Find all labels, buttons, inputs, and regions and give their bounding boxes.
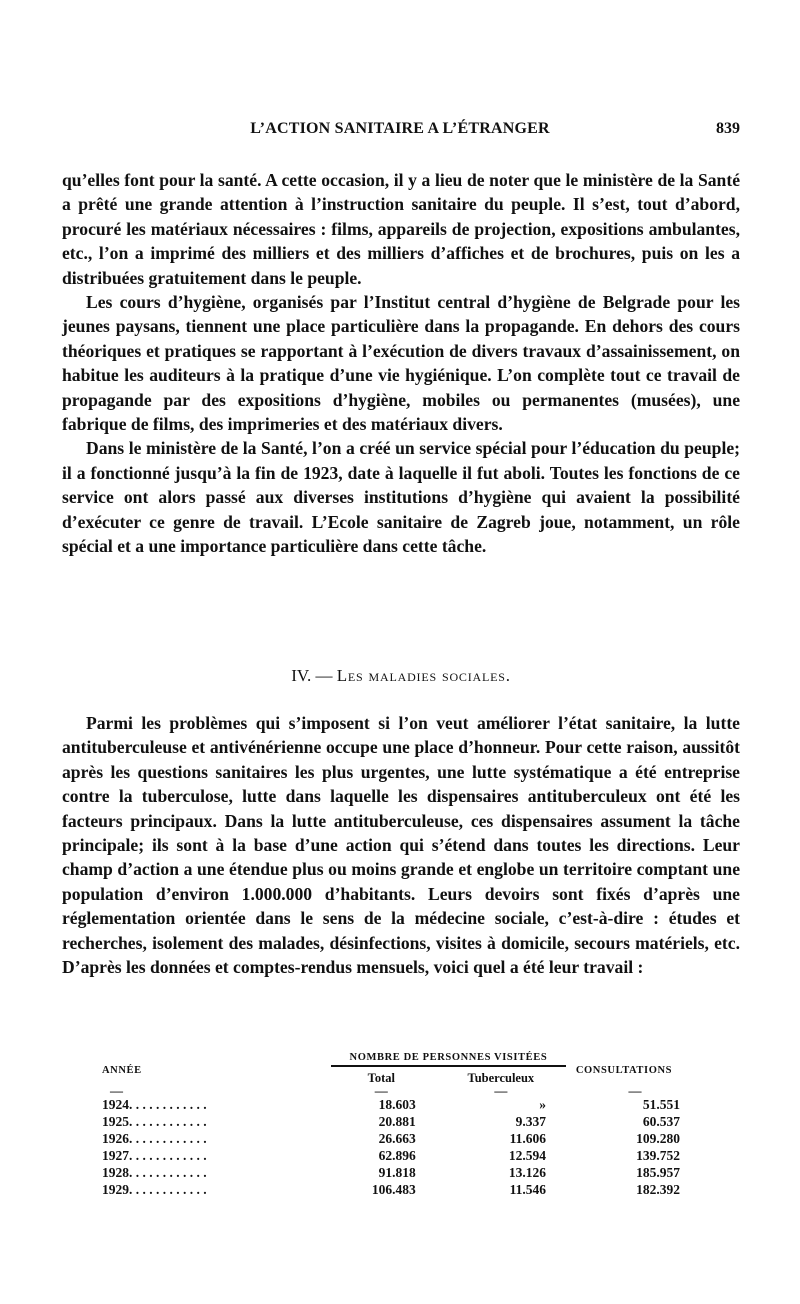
cell-tub: 11.606 (509, 1131, 546, 1146)
cell-consult: 182.392 (636, 1182, 680, 1197)
table-row: 1926. . . . . . . . . . . . 26.663 11.606 109.280 (102, 1130, 702, 1147)
section-dash: — (315, 666, 333, 685)
cell-tub: » (539, 1097, 546, 1112)
dash-tub: — (494, 1083, 508, 1098)
cell-year: 1925 (102, 1114, 129, 1129)
cell-total: 20.881 (378, 1114, 416, 1129)
dash-year: — (110, 1083, 123, 1098)
cell-consult: 51.551 (642, 1097, 680, 1112)
header-brace (331, 1065, 566, 1067)
cell-tub: 13.126 (508, 1165, 546, 1180)
table-row: 1929. . . . . . . . . . . . 106.483 11.546 182.392 (102, 1181, 702, 1198)
paragraph-hygiene-courses: Les cours d’hygiène, organisés par l’Institut central d’hygiène de Belgrade pour les jeunes paysans, tiennent une place particulière dans la propagande. En dehors des cours théoriques et pratiques se rapportant à l’exécution de divers travaux d’assainissement, on habitue les auditeurs à la pratique d’une vie hygiénique. L’on complète tout ce travail de propagande par des expositions d’hygiène, mobiles ou permanentes (musées), une fabrique de films, des imprimeries et des matériaux divers. (62, 292, 740, 435)
cell-year: 1924 (102, 1097, 129, 1112)
section-numeral: IV. (291, 666, 312, 685)
header-year: ANNÉE (102, 1065, 142, 1076)
header-consultations: CONSULTATIONS (575, 1065, 673, 1076)
cell-total: 62.896 (378, 1148, 416, 1163)
table-row: 1925. . . . . . . . . . . . 20.881 9.337 60.537 (102, 1113, 702, 1130)
table-header-row-1 (102, 1052, 702, 1070)
running-title: L’ACTION SANITAIRE A L’ÉTRANGER (250, 120, 550, 137)
cell-consult: 139.752 (636, 1148, 680, 1163)
header-total: Total (367, 1071, 395, 1085)
section-heading (62, 666, 740, 686)
paragraph-education-service: Dans le ministère de la Santé, l’on a créé un service spécial pour l’éducation du peuple; il a fonctionné jusqu’à la fin de 1923, date à laquelle il fut aboli. Toutes les fonctions de ce service ont alors passé aux diverses institutions d’hygiène qui avaient la possibilité d’exécuter ce genre de travail. L’Ecole sanitaire de Zagreb joue, notamment, un rôle spécial et a une importance particulière dans cette tâche. (62, 438, 740, 557)
dash-total: — (374, 1083, 388, 1098)
text-block-top (62, 168, 740, 559)
cell-year: 1927 (102, 1148, 129, 1163)
section-title: Les maladies sociales. (336, 666, 511, 685)
cell-tub: 11.546 (509, 1182, 546, 1197)
cell-tub: 12.594 (508, 1148, 546, 1163)
table-dash-row (102, 1086, 702, 1096)
cell-total: 91.818 (378, 1165, 416, 1180)
cell-total: 106.483 (371, 1182, 416, 1197)
cell-consult: 185.957 (636, 1165, 680, 1180)
text-block-bottom (62, 711, 740, 979)
cell-year: 1929 (102, 1182, 129, 1197)
paragraph-continuation: qu’elles font pour la santé. A cette occasion, il y a lieu de noter que le ministère de la Santé a prêté une grande attention à l’instruction sanitaire du peuple. Il s’est, tout d’abord, procuré les matériaux nécessaires : films, appareils de projection, expositions ambulantes, etc., l’on a imprimé des milliers et des milliers d’affiches et de brochures, puis on les a distribuées gratuitement dans le peuple. (62, 170, 740, 288)
cell-total: 26.663 (378, 1131, 416, 1146)
table-row: 1927. . . . . . . . . . . . 62.896 12.594 139.752 (102, 1147, 702, 1164)
page-number: 839 (716, 120, 740, 137)
cell-total: 18.603 (378, 1097, 416, 1112)
paragraph-social-diseases: Parmi les problèmes qui s’imposent si l’on veut améliorer l’état sanitaire, la lutte antituberculeuse et antivénérienne occupe une place d’honneur. Pour cette raison, aussitôt après les questions sanitaires les plus urgentes, une lutte systématique a été entreprise contre la tuberculose, lutte dans laquelle les dispensaires antituberculeux ont été les facteurs principaux. Dans la lutte antituberculeuse, ces dispensaires assument la tâche principale; ils sont à la base d’une action qui s’étend dans toutes les directions. Leur champ d’action a une étendue plus ou moins grande et englobe un territoire comptant une population d’environ 1.000.000 d’habitants. Leurs devoirs sont fixés d’après une réglementation orientée dans le sens de la médecine sociale, c’est-à-dire : études et recherches, isolement des malades, désinfections, visites à domicile, secours matériels, etc. D’après les données et comptes-rendus mensuels, voici quel a été leur travail : (62, 713, 740, 978)
cell-tub: 9.337 (515, 1114, 546, 1129)
cell-year: 1928 (102, 1165, 129, 1180)
cell-year: 1926 (102, 1131, 129, 1146)
dash-consult: — (628, 1083, 642, 1098)
dispensary-statistics-table (102, 1052, 702, 1198)
header-persons-visited: NOMBRE DE PERSONNES VISITÉES (349, 1052, 548, 1063)
table-row: 1928. . . . . . . . . . . . 91.818 13.126 185.957 (102, 1164, 702, 1181)
cell-consult: 109.280 (636, 1131, 680, 1146)
cell-consult: 60.537 (642, 1114, 680, 1129)
table-row: 1924. . . . . . . . . . . . 18.603 » 51.551 (102, 1096, 702, 1113)
page-header (60, 120, 740, 142)
header-tuberculeux: Tuberculeux (467, 1071, 535, 1085)
